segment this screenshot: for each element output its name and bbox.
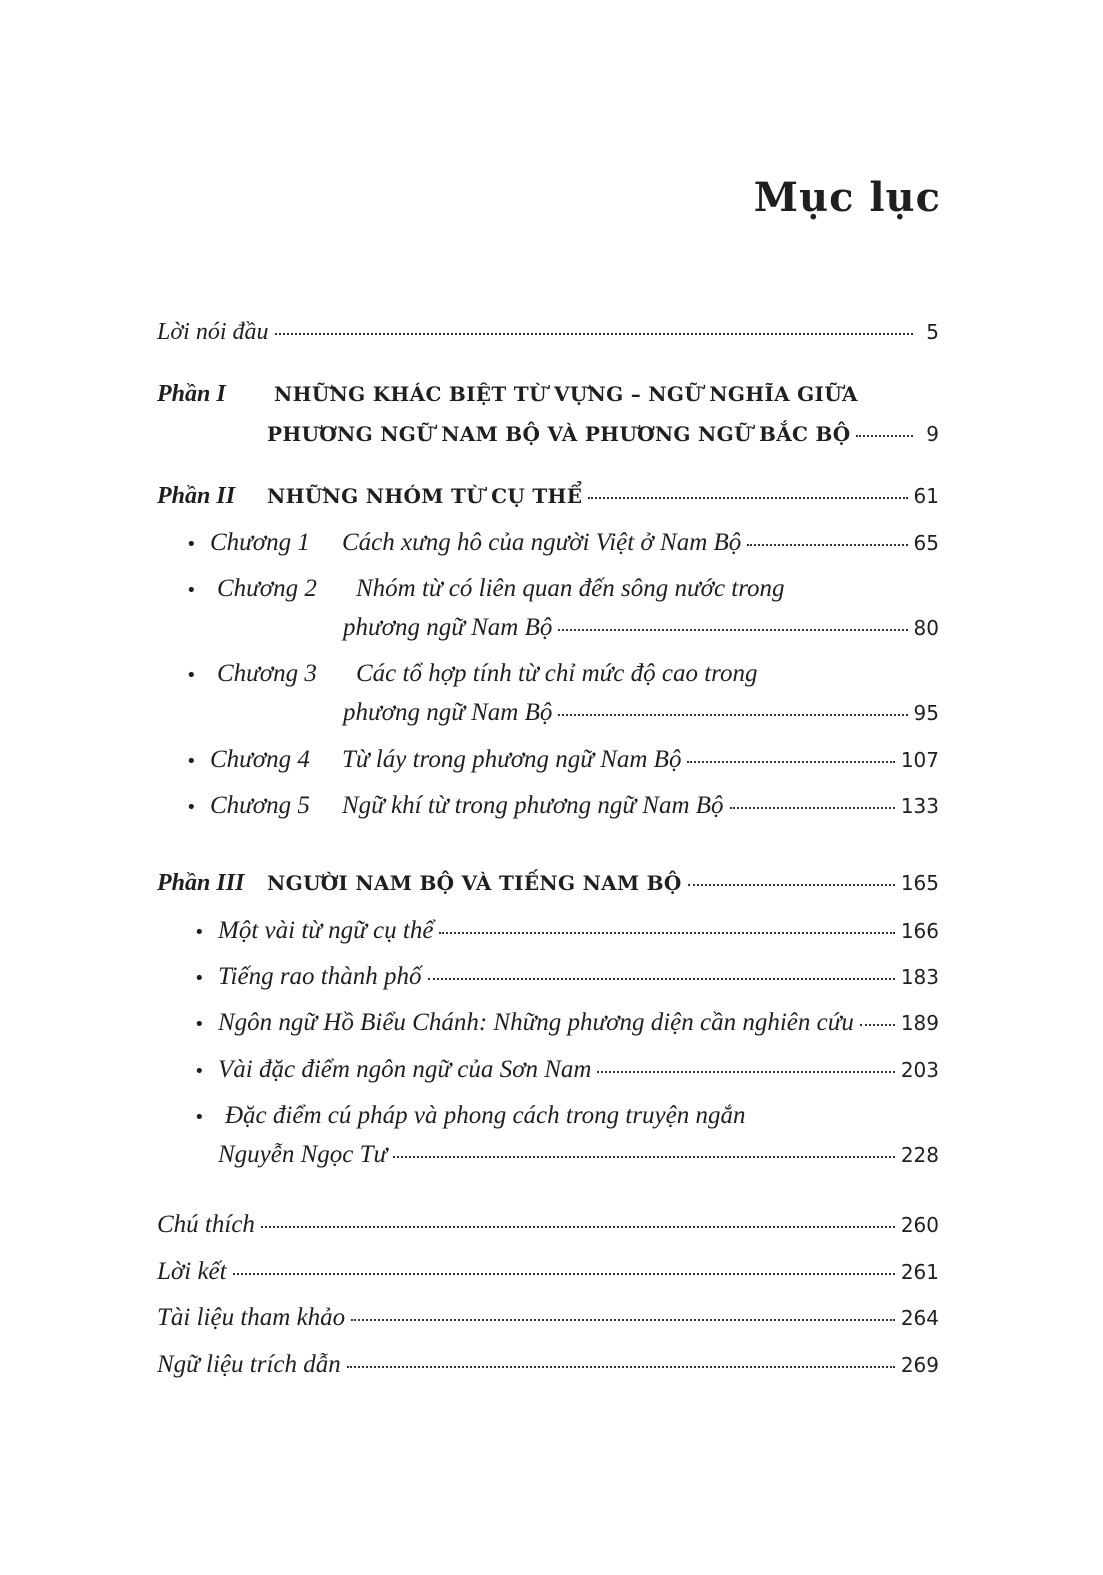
chapter-title: Nhóm từ có liên quan đến sông nước trong xyxy=(356,575,785,602)
dot-leader xyxy=(688,884,895,886)
chapter-label: Chương 3 xyxy=(217,660,317,687)
dot-leader xyxy=(558,714,907,716)
bullet-icon: • xyxy=(186,797,197,818)
page-number: 264 xyxy=(900,1306,939,1330)
dot-leader xyxy=(261,1226,895,1228)
entry-title: Tài liệu tham khảo xyxy=(157,1304,346,1331)
entry-title: Lời kết xyxy=(157,1258,227,1285)
toc-entry-chapter-3-head[interactable] xyxy=(186,661,757,686)
chapter-label: Chương 2 xyxy=(217,575,317,602)
part-heading-1[interactable] xyxy=(157,382,858,406)
chapter-title: Các tổ hợp tính từ chỉ mức độ cao trong xyxy=(356,660,758,687)
page-number: 189 xyxy=(900,1011,939,1035)
toc-entry-item-3[interactable] xyxy=(194,1010,939,1035)
toc-entry-references[interactable] xyxy=(157,1305,939,1330)
entry-title: Đặc điểm cú pháp và phong cách trong truyện ngắn xyxy=(225,1102,746,1129)
chapter-title-continued: phương ngữ Nam Bộ xyxy=(343,614,553,641)
chapter-title-continued: phương ngữ Nam Bộ xyxy=(343,699,553,726)
dot-leader xyxy=(730,807,895,809)
part-label: Phần II xyxy=(157,483,236,509)
dot-leader xyxy=(856,435,913,437)
toc-entry-notes[interactable] xyxy=(157,1212,939,1237)
chapter-title: Ngữ khí từ trong phương ngữ Nam Bộ xyxy=(342,792,724,819)
toc-entry-chapter-4[interactable] xyxy=(186,747,939,772)
dot-leader xyxy=(687,761,894,763)
bullet-icon: • xyxy=(194,922,205,943)
toc-entry-chapter-5[interactable] xyxy=(186,793,939,818)
dot-leader xyxy=(393,1156,895,1158)
dot-leader xyxy=(347,1366,895,1368)
dot-leader xyxy=(558,629,907,631)
page-number: 228 xyxy=(900,1143,939,1167)
page-number: 183 xyxy=(900,965,939,989)
entry-label: Lời nói đầu xyxy=(157,319,269,345)
page-number: 65 xyxy=(913,531,939,555)
page-number: 203 xyxy=(900,1058,939,1082)
page-number: 80 xyxy=(913,616,939,640)
page-number: 5 xyxy=(926,320,939,344)
bullet-icon: • xyxy=(194,968,205,989)
dot-leader xyxy=(747,544,907,546)
dot-leader xyxy=(275,333,914,335)
toc-entry-item-4[interactable] xyxy=(194,1057,939,1082)
page-number: 9 xyxy=(926,422,939,446)
entry-title-continued: Nguyễn Ngọc Tư xyxy=(218,1141,388,1168)
toc-entry-chapter-3[interactable] xyxy=(343,700,939,725)
entry-title: Ngôn ngữ Hồ Biểu Chánh: Những phương diện cần nghiên cứu xyxy=(218,1009,854,1036)
part-label: Phần III xyxy=(157,870,245,896)
toc-entry-part-3[interactable] xyxy=(157,871,939,895)
dot-leader xyxy=(439,932,894,934)
dot-leader xyxy=(351,1319,895,1321)
toc-entry-item-2[interactable] xyxy=(194,964,939,989)
entry-title: Vài đặc điểm ngôn ngữ của Sơn Nam xyxy=(218,1056,592,1083)
page-number: 61 xyxy=(913,484,939,508)
toc-entry-conclusion[interactable] xyxy=(157,1259,939,1284)
part-title: NGƯỜI NAM BỘ VÀ TIẾNG NAM BỘ xyxy=(267,871,682,895)
page-number: 260 xyxy=(900,1213,939,1237)
entry-title: Một vài từ ngữ cụ thể xyxy=(218,917,434,944)
dot-leader xyxy=(860,1024,895,1026)
toc-entry-intro[interactable] xyxy=(157,320,939,344)
part-title-continued: PHƯƠNG NGỮ NAM BỘ VÀ PHƯƠNG NGỮ BẮC BỘ xyxy=(267,422,851,446)
page-title: Mục lục xyxy=(753,174,941,221)
chapter-label: Chương 1 xyxy=(210,529,310,556)
toc-entry-item-5-head[interactable] xyxy=(194,1103,746,1128)
part-title: NHỮNG KHÁC BIỆT TỪ VỰNG – NGỮ NGHĨA GIỮA xyxy=(274,382,858,406)
chapter-label: Chương 5 xyxy=(210,792,310,819)
toc-entry-item-1[interactable] xyxy=(194,918,939,943)
bullet-icon: • xyxy=(194,1107,205,1128)
bullet-icon: • xyxy=(186,665,197,686)
bullet-icon: • xyxy=(194,1014,205,1035)
entry-title: Chú thích xyxy=(157,1211,255,1238)
page-number: 133 xyxy=(900,794,939,818)
dot-leader xyxy=(597,1071,894,1073)
part-label: Phần I xyxy=(157,381,226,407)
toc-entry-part-1[interactable] xyxy=(267,424,939,444)
dot-leader xyxy=(588,497,907,499)
page-number: 107 xyxy=(900,748,939,772)
entry-title: Tiếng rao thành phố xyxy=(218,963,422,990)
dot-leader xyxy=(233,1273,895,1275)
toc-entry-chapter-2-head[interactable] xyxy=(186,576,785,601)
toc-entry-corpus[interactable] xyxy=(157,1352,939,1377)
toc-entry-chapter-2[interactable] xyxy=(343,615,939,640)
page-number: 261 xyxy=(900,1260,939,1284)
bullet-icon: • xyxy=(186,534,197,555)
page-number: 165 xyxy=(900,871,939,895)
bullet-icon: • xyxy=(186,751,197,772)
bullet-icon: • xyxy=(186,580,197,601)
toc-entry-item-5[interactable] xyxy=(218,1142,939,1167)
dot-leader xyxy=(428,978,895,980)
toc-entry-part-2[interactable] xyxy=(157,484,939,508)
toc-entry-chapter-1[interactable] xyxy=(186,530,939,555)
part-title: NHỮNG NHÓM TỪ CỤ THỂ xyxy=(267,484,583,508)
chapter-title: Từ láy trong phương ngữ Nam Bộ xyxy=(342,746,682,773)
page-number: 166 xyxy=(900,919,939,943)
page-number: 95 xyxy=(913,701,939,725)
bullet-icon: • xyxy=(194,1061,205,1082)
chapter-label: Chương 4 xyxy=(210,746,310,773)
chapter-title: Cách xưng hô của người Việt ở Nam Bộ xyxy=(342,529,742,556)
page-number: 269 xyxy=(900,1353,939,1377)
entry-title: Ngữ liệu trích dẫn xyxy=(157,1351,341,1378)
